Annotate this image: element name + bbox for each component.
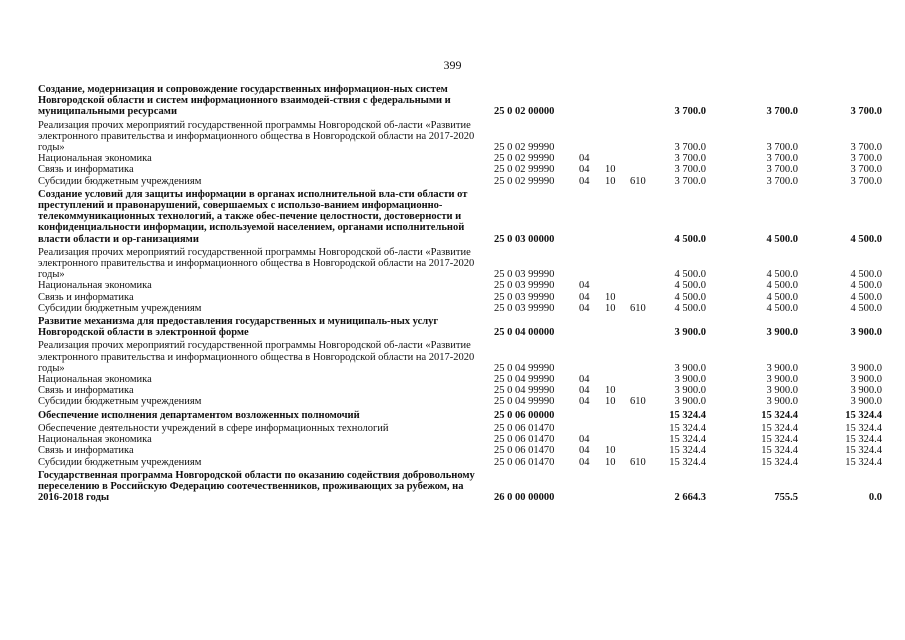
amount-year-1: 15 324.4 [669,422,706,434]
amount-year-2: 4 500.0 [766,233,798,245]
amount-year-3: 4 500.0 [850,269,882,281]
amount-year-1: 15 324.4 [669,456,706,468]
section-code: 04 [579,164,590,176]
table-row [38,423,884,434]
amount-year-2: 3 700.0 [766,106,798,118]
amount-year-1: 4 500.0 [674,302,706,314]
table-row-program [38,410,884,421]
table-row [38,120,884,154]
amount-year-2: 15 324.4 [761,445,798,457]
subsection-code: 10 [605,164,616,176]
table-row [38,340,884,374]
expense-type-code: 610 [630,175,646,187]
target-code: 25 0 03 99990 [494,302,555,314]
amount-year-2: 3 900.0 [766,327,798,339]
section-code: 04 [579,445,590,457]
amount-year-2: 3 900.0 [766,385,798,397]
row-description: Связь и информатика [38,445,134,457]
target-code: 25 0 06 01470 [494,422,555,434]
amount-year-3: 3 900.0 [850,362,882,374]
amount-year-2: 3 700.0 [766,153,798,165]
amount-year-1: 3 900.0 [674,374,706,386]
amount-year-1: 4 500.0 [674,269,706,281]
subsection-code: 10 [605,445,616,457]
amount-year-2: 3 900.0 [766,362,798,374]
target-code: 25 0 02 99990 [494,164,555,176]
amount-year-1: 15 324.4 [669,445,706,457]
target-code: 25 0 06 00000 [494,409,555,421]
subsection-code: 10 [605,456,616,468]
section-code: 04 [579,175,590,187]
row-description: Национальная экономика [38,280,152,292]
amount-year-1: 2 664.3 [674,492,706,504]
amount-year-3: 4 500.0 [850,291,882,303]
row-description: Субсидии бюджетным учреждениям [38,175,202,187]
row-description: Национальная экономика [38,374,152,386]
row-description: Субсидии бюджетным учреждениям [38,456,202,468]
target-code: 25 0 04 99990 [494,374,555,386]
row-description: Субсидии бюджетным учреждениям [38,396,202,408]
amount-year-2: 3 900.0 [766,396,798,408]
row-description: Связь и информатика [38,164,134,176]
amount-year-3: 15 324.4 [845,434,882,446]
target-code: 25 0 03 99990 [494,291,555,303]
row-description: Обеспечение деятельности учреждений в сфере информационных технологий [38,422,389,434]
row-description: Реализация прочих мероприятий государственной программы Новгородской об-ласти «Развитие электронного правительства и информационного общества в Новгородской области на 2017-2020 годы» [38,246,475,281]
amount-year-2: 15 324.4 [761,456,798,468]
table-row [38,280,884,291]
section-code: 04 [579,153,590,165]
table-row [38,457,884,468]
table-row [38,434,884,445]
expense-type-code: 610 [630,456,646,468]
section-code: 04 [579,385,590,397]
amount-year-3: 4 500.0 [850,302,882,314]
table-row [38,247,884,281]
row-description: Национальная экономика [38,153,152,165]
target-code: 25 0 02 99990 [494,142,555,154]
amount-year-1: 3 900.0 [674,385,706,397]
amount-year-3: 15 324.4 [845,409,882,421]
amount-year-1: 4 500.0 [674,280,706,292]
subsection-code: 10 [605,302,616,314]
row-description: Субсидии бюджетным учреждениям [38,302,202,314]
table-row [38,445,884,456]
amount-year-1: 3 900.0 [674,396,706,408]
table-row [38,396,884,407]
amount-year-2: 15 324.4 [761,434,798,446]
amount-year-1: 3 700.0 [674,175,706,187]
table-row-program [38,316,884,338]
amount-year-2: 4 500.0 [766,269,798,281]
subsection-code: 10 [605,291,616,303]
amount-year-2: 15 324.4 [761,409,798,421]
row-description: Обеспечение исполнения департаментом возложенных полномочий [38,409,360,421]
amount-year-3: 3 900.0 [850,327,882,339]
table-row [38,292,884,303]
subsection-code: 10 [605,396,616,408]
amount-year-3: 3 900.0 [850,385,882,397]
amount-year-3: 3 900.0 [850,374,882,386]
amount-year-1: 3 900.0 [674,327,706,339]
target-code: 25 0 04 99990 [494,385,555,397]
section-code: 04 [579,302,590,314]
amount-year-3: 15 324.4 [845,422,882,434]
amount-year-3: 3 700.0 [850,142,882,154]
row-description: Национальная экономика [38,434,152,446]
table-row [38,303,884,314]
amount-year-1: 4 500.0 [674,233,706,245]
section-code: 04 [579,396,590,408]
subsection-code: 10 [605,385,616,397]
target-code: 25 0 06 01470 [494,456,555,468]
expense-type-code: 610 [630,396,646,408]
section-code: 04 [579,280,590,292]
target-code: 25 0 06 01470 [494,445,555,457]
amount-year-1: 3 700.0 [674,106,706,118]
amount-year-2: 3 700.0 [766,164,798,176]
amount-year-3: 3 700.0 [850,164,882,176]
amount-year-3: 3 700.0 [850,175,882,187]
amount-year-1: 3 700.0 [674,164,706,176]
amount-year-3: 3 700.0 [850,153,882,165]
target-code: 26 0 00 00000 [494,492,555,504]
amount-year-3: 15 324.4 [845,445,882,457]
target-code: 25 0 04 00000 [494,327,555,339]
amount-year-1: 4 500.0 [674,291,706,303]
target-code: 25 0 02 99990 [494,153,555,165]
amount-year-2: 3 700.0 [766,142,798,154]
table-row [38,385,884,396]
table-row [38,176,884,187]
target-code: 25 0 02 00000 [494,106,555,118]
amount-year-1: 3 700.0 [674,142,706,154]
section-code: 04 [579,456,590,468]
target-code: 25 0 03 00000 [494,233,555,245]
table-row-program [38,84,884,118]
row-description: Создание, модернизация и сопровождение государственных информацион-ных систем Новгородской области и систем информационного взаимодей-ствия с федеральными и муниципальными ресурсами [38,84,451,118]
row-description: Реализация прочих мероприятий государственной программы Новгородской об-ласти «Развитие электронного правительства и информационного общества в Новгородской области на 2017-2020 годы» [38,119,475,154]
section-code: 04 [579,291,590,303]
amount-year-1: 15 324.4 [669,434,706,446]
expense-type-code: 610 [630,302,646,314]
table-row [38,374,884,385]
amount-year-3: 3 700.0 [850,106,882,118]
page-number: 399 [443,58,462,72]
amount-year-1: 3 700.0 [674,153,706,165]
amount-year-2: 15 324.4 [761,422,798,434]
row-description: Реализация прочих мероприятий государственной программы Новгородской об-ласти «Развитие электронного правительства и информационного общества в Новгородской области на 2017-2020 годы» [38,340,475,374]
row-description: Развитие механизма для предоставления государственных и муниципаль-ных услуг Новгородской области в электронной форме [38,316,439,339]
target-code: 25 0 04 99990 [494,396,555,408]
table-row [38,164,884,175]
table-row [38,153,884,164]
amount-year-3: 4 500.0 [850,233,882,245]
table-row-program [38,189,884,245]
row-description: Связь и информатика [38,291,134,303]
row-description: Государственная программа Новгородской области по оказанию содействия добровольному переселению в Российскую Федерацию соотечественников, проживающих за рубежом, на 2016-2018 годы [38,469,475,504]
target-code: 25 0 06 01470 [494,434,555,446]
amount-year-2: 755.5 [774,492,798,504]
amount-year-2: 4 500.0 [766,291,798,303]
amount-year-3: 3 900.0 [850,396,882,408]
amount-year-2: 3 700.0 [766,175,798,187]
target-code: 25 0 04 99990 [494,362,555,374]
section-code: 04 [579,374,590,386]
table-row-program [38,470,884,504]
amount-year-1: 15 324.4 [669,409,706,421]
target-code: 25 0 03 99990 [494,269,555,281]
amount-year-3: 15 324.4 [845,456,882,468]
target-code: 25 0 02 99990 [494,175,555,187]
amount-year-1: 3 900.0 [674,362,706,374]
section-code: 04 [579,434,590,446]
amount-year-2: 3 900.0 [766,374,798,386]
amount-year-2: 4 500.0 [766,280,798,292]
budget-table [38,84,884,503]
target-code: 25 0 03 99990 [494,280,555,292]
row-description: Создание условий для защиты информации в органах исполнительной вла-сти области от преступлений и правонарушений, совершаемых с использо-ванием информационно-телекоммуникационных технологий, а также обес-печение целостности, достоверности и конфиденциальности информации, используемой населением, органами исполнительной власти области и ор-ганизациями [38,188,468,245]
amount-year-2: 4 500.0 [766,302,798,314]
amount-year-3: 0.0 [868,492,882,504]
row-description: Связь и информатика [38,385,134,397]
amount-year-3: 4 500.0 [850,280,882,292]
subsection-code: 10 [605,175,616,187]
